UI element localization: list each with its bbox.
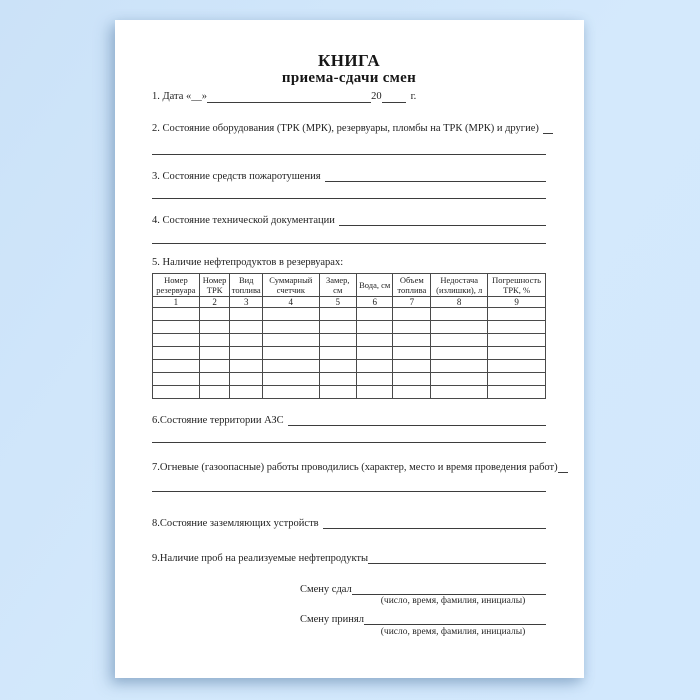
item-9-blank-line: [368, 563, 546, 564]
table-empty-cell: [393, 334, 431, 347]
shift-handed-over-caption: [360, 596, 546, 606]
table-empty-cell: [263, 360, 320, 373]
reservoir-table-wrap: [152, 273, 546, 399]
col-header-measurement: Замер, см: [319, 274, 356, 297]
reservoir-table-empty-rows: [153, 308, 546, 399]
col-header-fuel-volume: Объем топлива: [393, 274, 431, 297]
table-empty-cell: [488, 347, 546, 360]
item-8-blank-line: [323, 528, 546, 529]
table-empty-cell: [199, 321, 230, 334]
table-empty-cell: [488, 334, 546, 347]
table-empty-cell: [153, 308, 200, 321]
item-2-label: 2. Состояние оборудования (ТРК (МРК), резервуары, пломбы на ТРК (МРК) и другие): [152, 123, 539, 134]
table-empty-cell: [263, 373, 320, 386]
item-7-label: 7.Огневые (газоопасные) работы проводились (характер, место и время проведения работ): [152, 462, 558, 473]
item-6-continuation-line: [152, 442, 546, 443]
year-blank-line: [382, 92, 406, 103]
table-empty-cell: [263, 386, 320, 399]
item-1-label: 1. Дата «__»: [152, 91, 208, 102]
table-empty-cell: [356, 308, 393, 321]
table-empty-cell: [319, 321, 356, 334]
shift-accepted-caption: [360, 627, 546, 637]
form-item-7-hot-works: [152, 461, 558, 474]
table-empty-cell: [319, 360, 356, 373]
table-empty-cell: [263, 321, 320, 334]
table-empty-cell: [393, 321, 431, 334]
item-4-label: 4. Состояние технической документации: [152, 215, 335, 226]
table-empty-cell: [488, 386, 546, 399]
table-empty-cell: [393, 347, 431, 360]
table-empty-cell: [199, 347, 230, 360]
item-3-continuation-line: [152, 198, 546, 199]
table-empty-cell: [230, 347, 263, 360]
date-blank-line: [207, 92, 371, 103]
table-empty-cell: [431, 360, 488, 373]
shift-accepted-row: [300, 613, 546, 626]
item-1-year: 20: [371, 91, 382, 102]
table-empty-cell: [230, 373, 263, 386]
table-empty-cell: [356, 334, 393, 347]
table-empty-cell: [431, 373, 488, 386]
table-empty-cell: [431, 386, 488, 399]
form-item-9-samples: [152, 552, 546, 565]
col-number: 4: [263, 297, 320, 308]
table-empty-cell: [488, 373, 546, 386]
col-number: 7: [393, 297, 431, 308]
table-empty-cell: [319, 386, 356, 399]
table-empty-cell: [263, 347, 320, 360]
item-1-year-suffix: г.: [410, 91, 417, 102]
table-empty-cell: [319, 373, 356, 386]
col-number: 6: [356, 297, 393, 308]
table-empty-cell: [356, 347, 393, 360]
table-empty-cell: [153, 386, 200, 399]
table-empty-cell: [230, 308, 263, 321]
item-7-continuation-line: [152, 491, 546, 492]
item-6-label: 6.Состояние территории АЗС: [152, 415, 284, 426]
col-header-fuel-type: Вид топлива: [231, 275, 261, 295]
table-empty-cell: [153, 334, 200, 347]
col-header-water: Вода, см: [356, 274, 393, 297]
signature-caption-text: (число, время, фамилия, инициалы): [380, 627, 526, 637]
table-empty-cell: [488, 321, 546, 334]
table-empty-cell: [153, 321, 200, 334]
table-empty-cell: [230, 360, 263, 373]
item-5-label: 5. Наличие нефтепродуктов в резервуарах:: [152, 257, 344, 268]
table-empty-cell: [199, 308, 230, 321]
table-empty-cell: [199, 373, 230, 386]
shift-handed-over-row: [300, 583, 546, 596]
table-empty-cell: [230, 321, 263, 334]
shift-accepted-blank-line: [364, 624, 546, 625]
col-header-trk-number: Номер ТРК: [199, 274, 230, 297]
table-empty-cell: [199, 334, 230, 347]
table-empty-cell: [319, 347, 356, 360]
col-number: 5: [319, 297, 356, 308]
table-empty-cell: [319, 334, 356, 347]
table-empty-cell: [356, 386, 393, 399]
table-empty-cell: [431, 321, 488, 334]
form-title-line2: приема-сдачи смен: [281, 70, 417, 86]
item-3-blank-line: [325, 181, 546, 182]
item-3-label: 3. Состояние средств пожаротушения: [152, 171, 321, 182]
table-empty-cell: [153, 347, 200, 360]
table-empty-cell: [431, 347, 488, 360]
form-content: [152, 20, 558, 678]
item-2-continuation-line: [152, 154, 546, 155]
col-number: 9: [488, 297, 546, 308]
table-empty-cell: [356, 321, 393, 334]
table-empty-cell: [153, 360, 200, 373]
table-empty-cell: [393, 360, 431, 373]
col-header-reservoir-number: Номер резервуара: [153, 274, 200, 297]
form-title: [152, 51, 546, 87]
table-column-number-row: [153, 297, 546, 308]
item-4-blank-line: [339, 225, 546, 226]
form-item-1-date: [152, 90, 546, 103]
table-empty-cell: [356, 360, 393, 373]
form-item-2-equipment: [152, 122, 546, 135]
item-9-label: 9.Наличие проб на реализуемые нефтепродукты: [152, 553, 369, 564]
table-empty-cell: [230, 386, 263, 399]
form-item-5-reservoirs: [152, 257, 546, 268]
table-empty-cell: [263, 308, 320, 321]
col-header-trk-error: Погрешность ТРК, %: [488, 274, 546, 297]
table-empty-cell: [356, 373, 393, 386]
form-title-line1: КНИГА: [317, 51, 380, 70]
table-empty-row: [153, 347, 546, 360]
table-empty-row: [153, 373, 546, 386]
table-empty-row: [153, 386, 546, 399]
form-item-6-territory: [152, 414, 546, 427]
col-number: 8: [431, 297, 488, 308]
col-number: 2: [199, 297, 230, 308]
table-empty-cell: [199, 386, 230, 399]
table-empty-cell: [431, 334, 488, 347]
shift-accepted-label: Смену принял: [300, 614, 364, 625]
item-2-blank-line: [543, 133, 553, 134]
table-empty-row: [153, 360, 546, 373]
form-item-3-fire-equipment: [152, 170, 546, 183]
table-empty-cell: [488, 360, 546, 373]
table-empty-cell: [319, 308, 356, 321]
reservoir-table: [152, 273, 546, 399]
table-empty-cell: [263, 334, 320, 347]
table-empty-cell: [230, 334, 263, 347]
form-item-4-documentation: [152, 214, 546, 227]
table-empty-cell: [431, 308, 488, 321]
shift-handed-over-blank-line: [352, 594, 546, 595]
table-empty-row: [153, 321, 546, 334]
item-6-blank-line: [288, 425, 546, 426]
form-page: [115, 20, 584, 678]
table-empty-cell: [199, 360, 230, 373]
table-header-row: [153, 274, 546, 297]
item-4-continuation-line: [152, 243, 546, 244]
table-empty-cell: [393, 308, 431, 321]
table-empty-cell: [153, 373, 200, 386]
shift-handed-over-label: Смену сдал: [300, 584, 352, 595]
item-8-label: 8.Состояние заземляющих устройств: [152, 518, 319, 529]
table-empty-row: [153, 334, 546, 347]
item-7-blank-line: [558, 472, 568, 473]
col-number: 1: [153, 297, 200, 308]
col-header-shortage: Недостача (излишки), л: [431, 274, 488, 297]
table-empty-row: [153, 308, 546, 321]
signature-caption-text: (число, время, фамилия, инициалы): [380, 596, 526, 606]
table-empty-cell: [393, 373, 431, 386]
col-number: 3: [230, 297, 263, 308]
table-empty-cell: [393, 386, 431, 399]
form-item-8-grounding: [152, 517, 546, 530]
col-header-total-counter: Суммарный счетчик: [263, 274, 320, 297]
table-empty-cell: [488, 308, 546, 321]
